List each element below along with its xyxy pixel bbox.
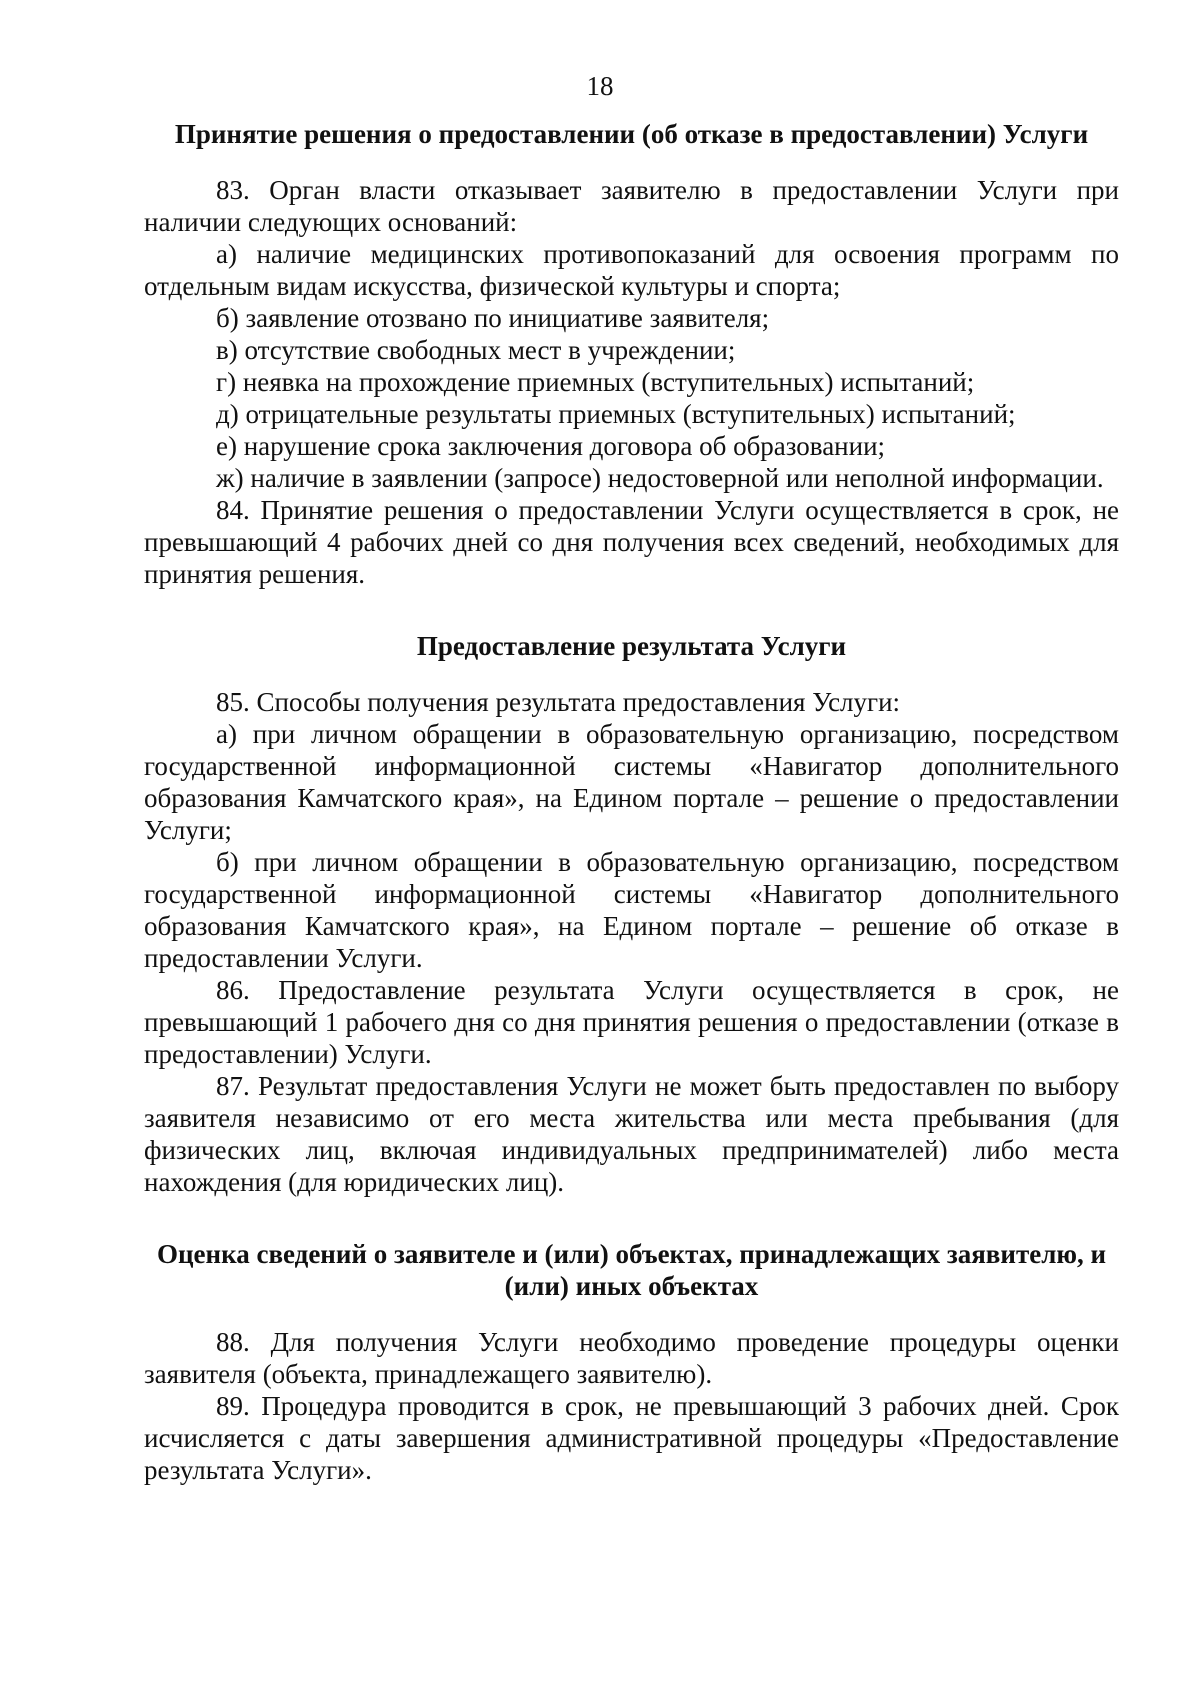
paragraph-83-d: д) отрицательные результаты приемных (вступительных) испытаний;: [216, 399, 1016, 429]
paragraph-86: 86. Предоставление результата Услуги осуществляется в срок, не превышающий 1 рабочего дня со дня принятия решения о предоставлении (отказе в предоставлении) Услуги.: [144, 975, 1119, 1069]
section-heading-assessment: Оценка сведений о заявителе и (или) объектах, принадлежащих заявителю, и (или) иных объектах: [156, 1239, 1107, 1301]
paragraph-83-e: е) нарушение срока заключения договора об образовании;: [216, 431, 886, 461]
paragraph-88: 88. Для получения Услуги необходимо проведение процедуры оценки заявителя (объекта, принадлежащего заявителю).: [144, 1327, 1119, 1389]
document-body: [144, 118, 1119, 1486]
paragraph-85-a: а) при личном обращении в образовательную организацию, посредством государственной информационной системы «Навигатор дополнительного образования Камчатского края», на Едином портале – решение о предоставлении Услуги;: [144, 719, 1119, 845]
paragraph-85-b: б) при личном обращении в образовательную организацию, посредством государственной информационной системы «Навигатор дополнительного образования Камчатского края», на Едином портале – решение об отказе в предоставлении Услуги.: [144, 847, 1119, 973]
section-heading-decision: Принятие решения о предоставлении (об отказе в предоставлении) Услуги: [174, 119, 1089, 149]
paragraph-83-g: г) неявка на прохождение приемных (вступительных) испытаний;: [216, 367, 975, 397]
paragraph-83-v: в) отсутствие свободных мест в учреждении;: [216, 335, 736, 365]
section-heading-result: Предоставление результата Услуги: [416, 631, 847, 661]
paragraph-84: 84. Принятие решения о предоставлении Услуги осуществляется в срок, не превышающий 4 рабочих дней со дня получения всех сведений, необходимых для принятия решения.: [144, 495, 1119, 589]
page-number: 18: [586, 71, 614, 101]
paragraph-87: 87. Результат предоставления Услуги не может быть предоставлен по выбору заявителя независимо от его места жительства или места пребывания (для физических лиц, включая индивидуальных предпринимателей) либо места нахождения (для юридических лиц).: [144, 1071, 1119, 1197]
paragraph-89: 89. Процедура проводится в срок, не превышающий 3 рабочих дней. Срок исчисляется с даты завершения административной процедуры «Предоставление результата Услуги».: [144, 1391, 1119, 1485]
paragraph-83-b: б) заявление отозвано по инициативе заявителя;: [216, 303, 770, 333]
paragraph-83-zh: ж) наличие в заявлении (запросе) недостоверной или неполной информации.: [216, 463, 1104, 493]
paragraph-83-a: а) наличие медицинских противопоказаний для освоения программ по отдельным видам искусства, физической культуры и спорта;: [144, 239, 1119, 301]
paragraph-85: 85. Способы получения результата предоставления Услуги:: [216, 687, 901, 717]
paragraph-83: 83. Орган власти отказывает заявителю в предоставлении Услуги при наличии следующих оснований:: [144, 175, 1119, 237]
